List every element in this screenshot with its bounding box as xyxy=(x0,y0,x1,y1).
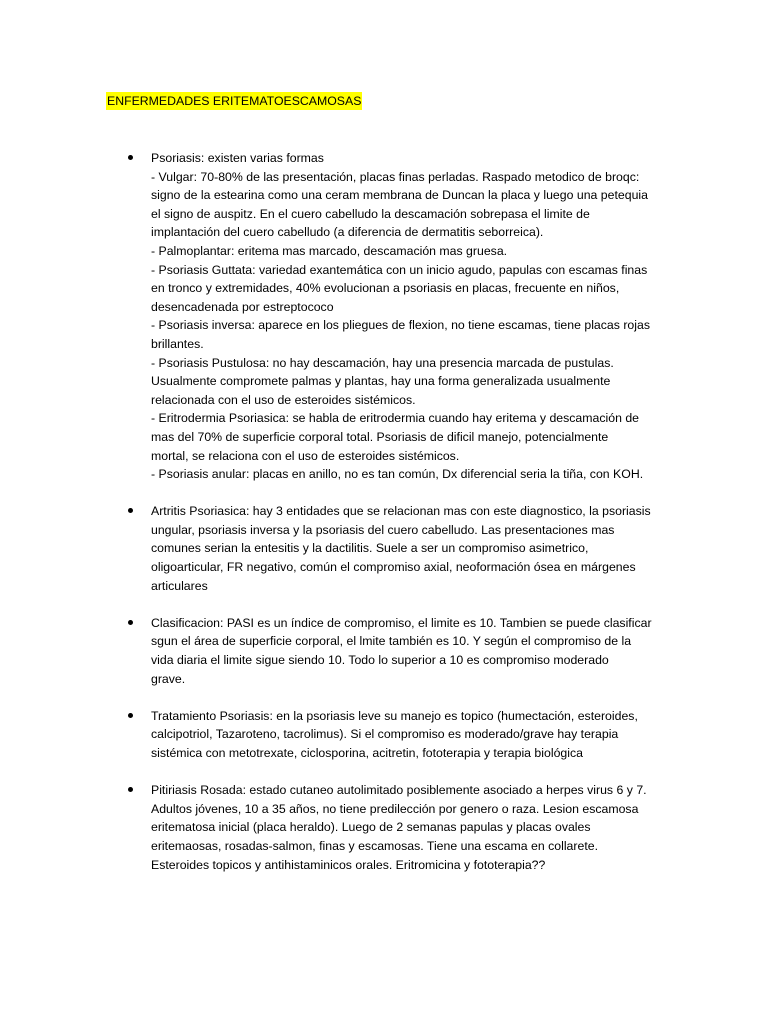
text-line: - Psoriasis anular: placas en anillo, no es tan común, Dx diferencial seria la tiña, con KOH. xyxy=(151,467,644,482)
text-line: Adultos jóvenes, 10 a 35 años, no tiene predilección por genero o raza. Lesion escamosa xyxy=(151,801,639,816)
text-line: eritematosa inicial (placa heraldo). Luego de 2 semanas papulas y placas ovales xyxy=(151,820,591,835)
document-title: ENFERMEDADES ERITEMATOESCAMOSAS xyxy=(107,94,362,108)
bullet-icon xyxy=(128,787,133,792)
text-line: - Vulgar: 70-80% de las presentación, placas finas perladas. Raspado metodico de broqc: xyxy=(151,169,640,184)
document-body xyxy=(0,149,768,893)
text-line: Clasificacion: PASI es un índice de compromiso, el limite es 10. Tambien se puede clasificar xyxy=(151,615,652,630)
text-line: oligoarticular, FR negativo, común el compromiso axial, neoformación ósea en márgenes xyxy=(151,560,636,575)
text-line: sistémica con metotrexate, ciclosporina, acitretin, fototerapia y terapia biológica xyxy=(151,746,583,760)
text-line: Usualmente compromete palmas y plantas, hay una forma generalizada usualmente xyxy=(151,374,611,389)
bullet-item-tratamiento-psoriasis xyxy=(151,707,663,763)
text-line: desencadenada por estreptococo xyxy=(151,299,334,314)
text-line: el signo de auspitz. En el cuero cabelludo la descamación sobrepasa el limite de xyxy=(151,206,590,221)
text-line: articulares xyxy=(151,578,208,593)
text-line: ungular, psoriasis inversa y la psoriasis del cuero cabelludo. Las presentaciones mas xyxy=(151,522,615,537)
text-line: vida diaria el limite sigue siendo 10. Todo lo superior a 10 es compromiso moderado xyxy=(151,653,609,668)
text-line: - Psoriasis Pustulosa: no hay descamación, hay una presencia marcada de pustulas. xyxy=(151,355,614,370)
text-line: eritemaosas, rosadas-salmon, finas y escamosas. Tiene una escama en collarete. xyxy=(151,838,599,853)
text-line: - Psoriasis inversa: aparece en los pliegues de flexion, no tiene escamas, tiene placas rojas xyxy=(151,318,650,333)
text-line: Psoriasis: existen varias formas xyxy=(151,151,324,165)
bullet-item-psoriasis xyxy=(151,149,663,484)
text-line: brillantes. xyxy=(151,336,204,351)
bullet-icon xyxy=(128,508,133,513)
bullet-icon xyxy=(128,713,133,718)
text-line: - Eritrodermia Psoriasica: se habla de eritrodermia cuando hay eritema y descamación de xyxy=(151,411,640,426)
text-line: signo de la estearina como una ceram membrana de Duncan la placa y luego una petequia xyxy=(151,188,648,203)
bullet-item-pitiriasis-rosada xyxy=(151,781,663,874)
bullet-item-clasificacion xyxy=(151,614,663,688)
text-line: comunes serian la entesitis y la dactilitis. Suele a ser un compromiso asimetrico, xyxy=(151,541,589,556)
text-line: mortal, se relaciona con el uso de esteroides sistémicos. xyxy=(151,448,460,463)
text-line: grave. xyxy=(151,671,186,686)
text-line: calcipotriol, Tazaroteno, tacrolimus). Si el compromiso es moderado/grave hay terapia xyxy=(151,727,619,742)
text-line: Artritis Psoriasica: hay 3 entidades que se relacionan mas con este diagnostico, la psoriasis xyxy=(151,504,651,519)
text-line: - Psoriasis Guttata: variedad exantemática con un inicio agudo, papulas con escamas finas xyxy=(151,262,648,277)
bullet-icon xyxy=(128,155,133,160)
bullet-icon xyxy=(128,620,133,625)
text-line: implantación del cuero cabelludo (a diferencia de dermatitis seborreica). xyxy=(151,225,544,240)
text-line: Pitiriasis Rosada: estado cutaneo autolimitado posiblemente asociado a herpes virus 6 y 7. xyxy=(151,783,647,798)
bullet-item-artritis-psoriasica xyxy=(151,502,663,595)
text-line: relacionada con el uso de esteroides sistémicos. xyxy=(151,392,416,407)
text-line: Tratamiento Psoriasis: en la psoriasis leve su manejo es topico (humectación, esteroides, xyxy=(151,708,638,723)
text-line: sgun el área de superficie corporal, el lmite también es 10. Y según el compromiso de la xyxy=(151,634,632,649)
text-line: mas del 70% de superficie corporal total. Psoriasis de dificil manejo, potencialmente xyxy=(151,429,609,444)
text-line: - Palmoplantar: eritema mas marcado, descamación mas gruesa. xyxy=(151,243,508,258)
text-line: Esteroides topicos y antihistaminicos orales. Eritromicina y fototerapia?? xyxy=(151,857,546,872)
text-line: en tronco y extremidades, 40% evolucionan a psoriasis en placas, frecuente en niños, xyxy=(151,281,620,296)
